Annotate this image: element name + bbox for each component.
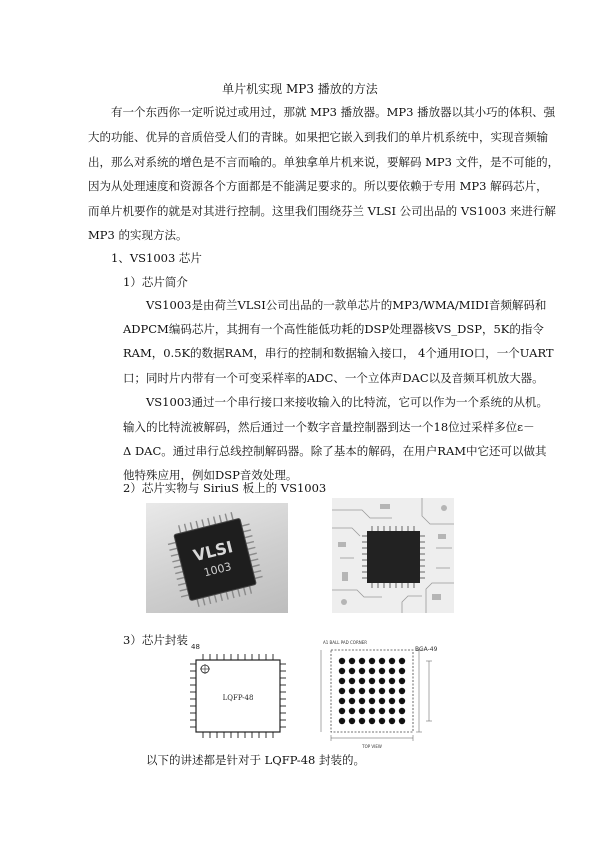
text-line: 大的功能、优异的音质倍受人们的青睐。如果把它嵌入到我们的单片机系统中，实现音频输	[88, 130, 548, 144]
text-line: 出，那么对系统的增色是不言而喻的。单独拿单片机来说，要解码 MP3 文件，是不可能的，	[88, 155, 560, 169]
board-chip	[367, 531, 420, 583]
section-heading: 1、VS1003 芯片	[111, 251, 202, 265]
bga-corner-note: A1 BALL PAD CORNER	[323, 640, 368, 645]
text-line: ADPCM编码芯片，其拥有一个高性能低功耗的DSP处理器核VS_DSP，5K的指令	[123, 322, 544, 336]
text-line: VS1003是由荷兰VLSI公司出品的一款单芯片的MP3/WMA/MIDI音频解码和	[146, 298, 547, 312]
text-line: 因为从处理速度和资源各个方面都是不能满足要求的。所以要依赖于专用 MP3 解码芯片，	[88, 179, 548, 193]
text-line: Δ DAC。通过串行总线控制解码器。除了基本的解码，在用户RAM中它还可以做其	[123, 444, 547, 458]
lqfp-pin-number: 48	[191, 643, 200, 651]
chip-part-number: 1003	[202, 559, 233, 580]
chip-photo-graphic	[146, 503, 288, 613]
text-line: 他特殊应用，例如DSP音效处理。	[123, 468, 298, 482]
subsection-heading: 2）芯片实物与 SiriuS 板上的 VS1003	[123, 481, 327, 495]
document-title: 单片机实现 MP3 播放的方法	[222, 82, 378, 96]
bga-view-note: TOP VIEW	[362, 744, 382, 749]
chip-logo: VLSI	[191, 537, 235, 566]
text-line: 输入的比特流被解码，然后通过一个数字音量控制器到达一个18位过采样多位ε－	[123, 420, 535, 434]
board-photo	[332, 498, 454, 613]
text-line: VS1003通过一个串行接口来接收输入的比特流，它可以作为一个系统的从机。	[146, 395, 548, 409]
closing-note: 以下的讲述都是针对于 LQFP-48 封装的。	[146, 753, 365, 767]
text-line: 有一个东西你一定听说过或用过，那就 MP3 播放器。MP3 播放器以其小巧的体积、强	[111, 105, 556, 119]
board-photo-graphic	[332, 498, 454, 613]
text-line: MP3 的实现方法。	[88, 228, 188, 242]
bga-label: BGA-49	[415, 646, 438, 653]
lqfp-package-diagram	[183, 640, 293, 750]
chip-photo	[146, 503, 288, 613]
lqfp-label: LQFP-48	[222, 694, 254, 702]
text-line: RAM，0.5K的数据RAM，串行的控制和数据输入接口， 4个通用IO口，一个UART	[123, 346, 554, 360]
subsection-heading: 3）芯片封装	[123, 633, 188, 647]
subsection-heading: 1）芯片简介	[123, 275, 188, 289]
text-line: 而单片机要作的就是对其进行控制。这里我们围绕芬兰 VLSI 公司出品的 VS1003 来进行解	[88, 204, 556, 218]
text-line: 口；同时片内带有一个可变采样率的ADC、一个立体声DAC以及音频耳机放大器。	[123, 371, 544, 385]
bga-package-diagram	[319, 638, 459, 751]
